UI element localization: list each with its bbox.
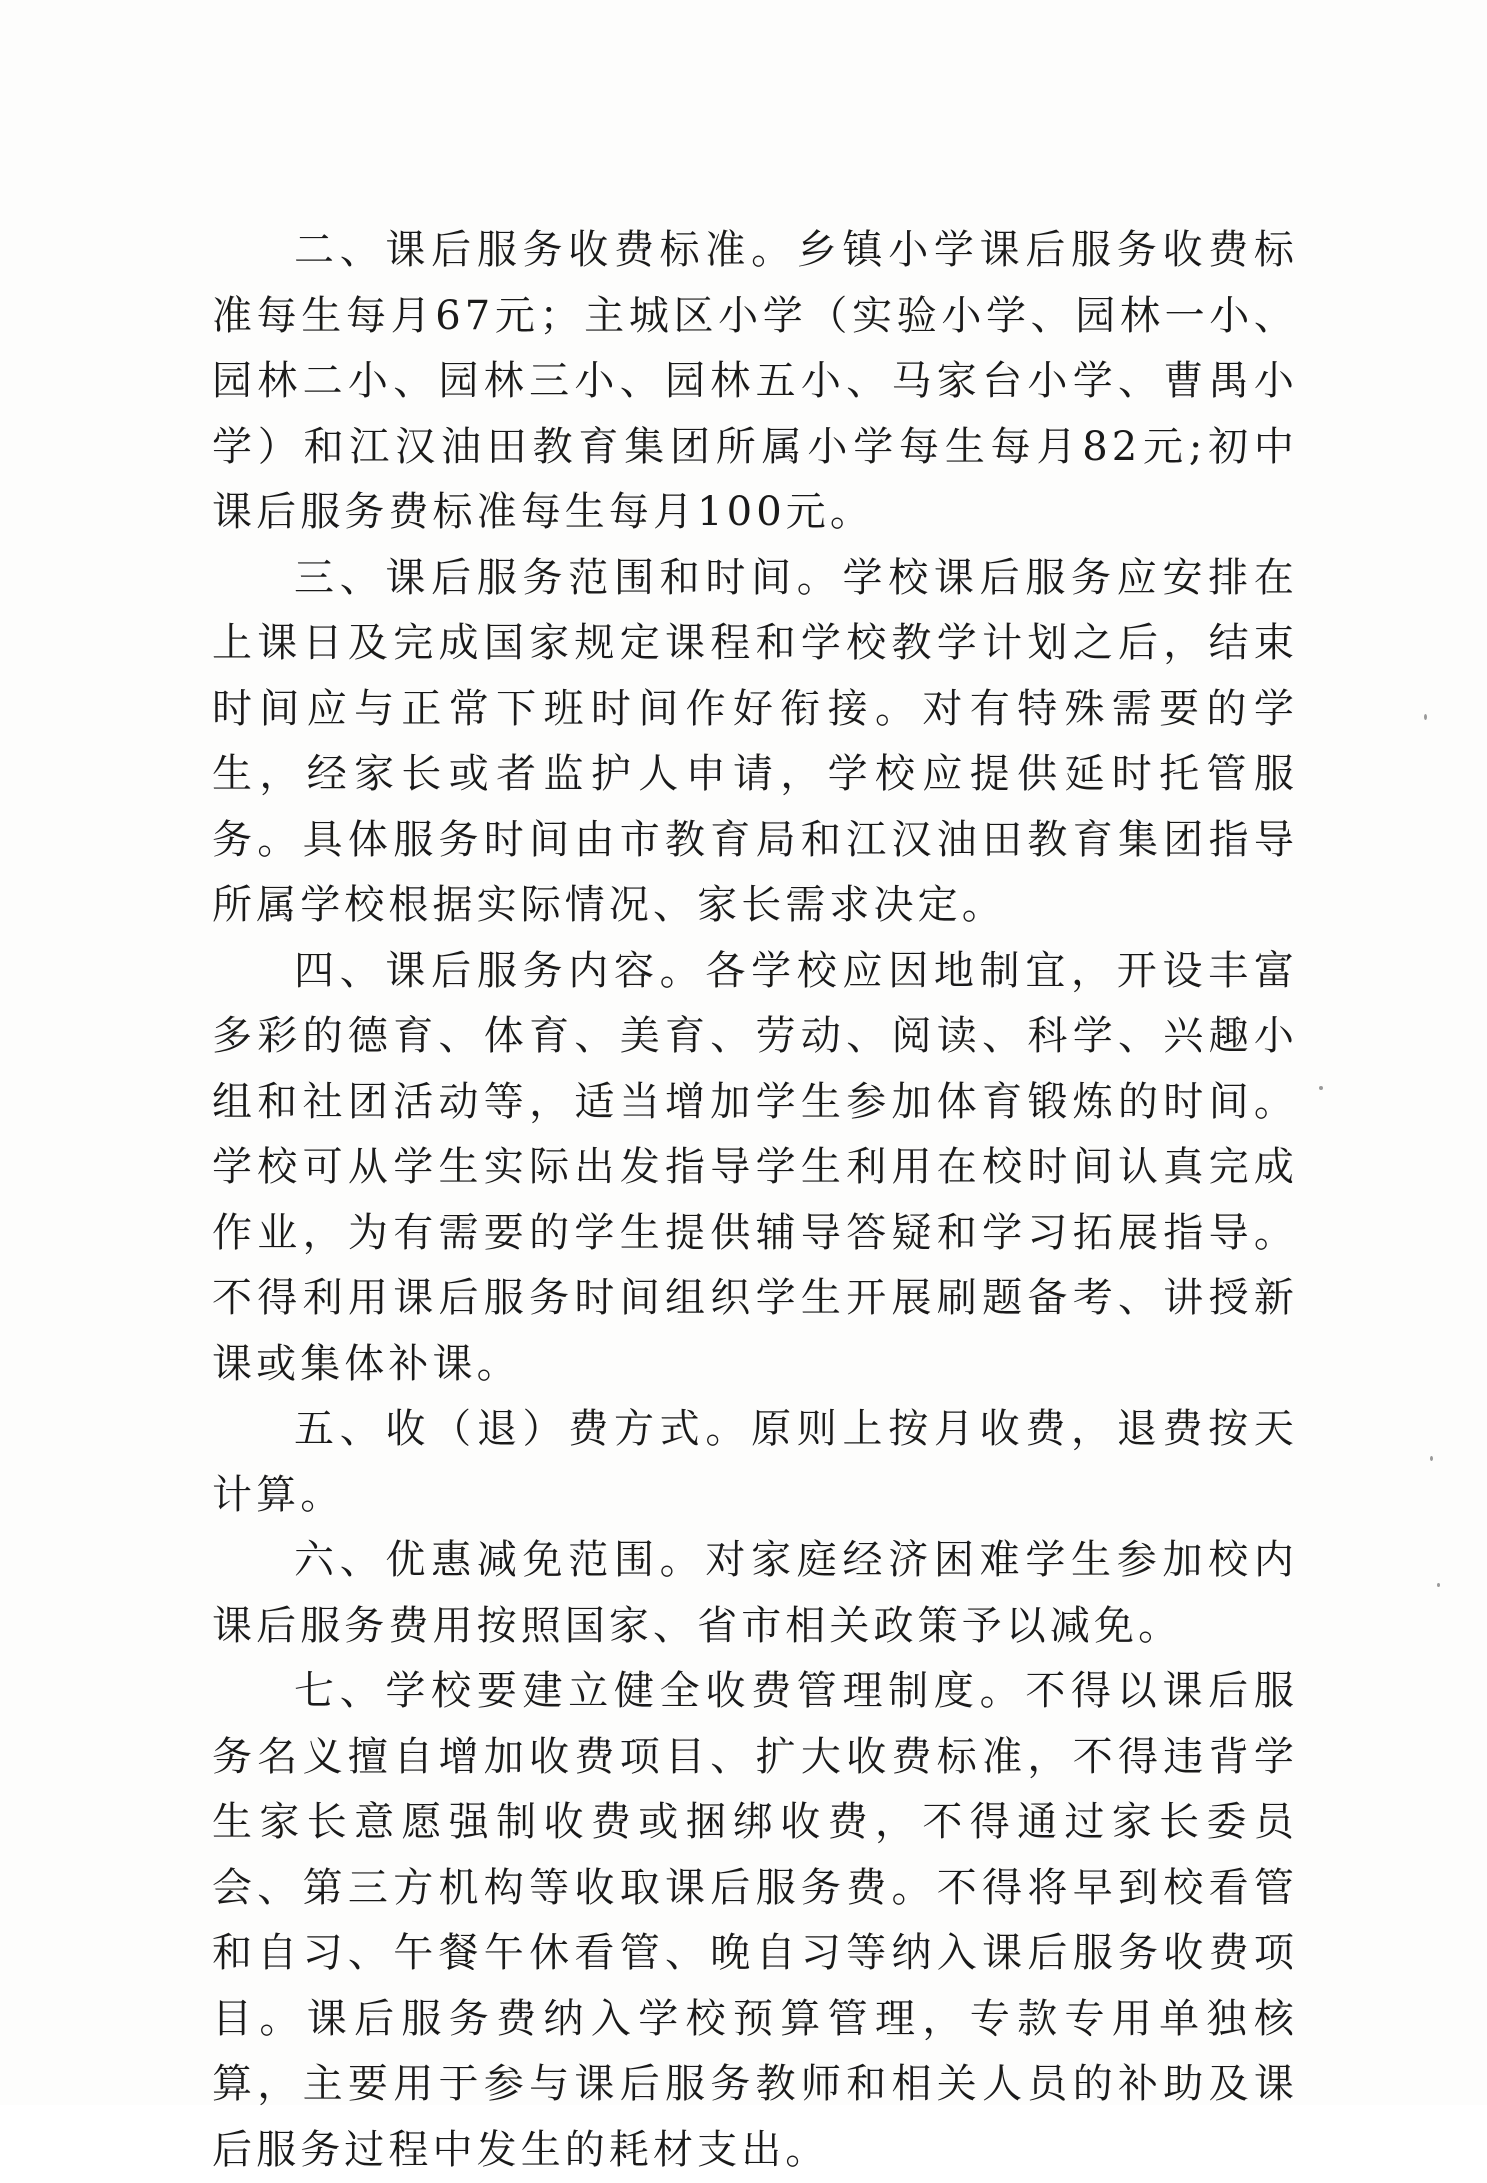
paragraph-service-scope-time: 三、课后服务范围和时间。学校课后服务应安排在上课日及完成国家规定课程和学校教学计划之后，结束时间应与正常下班时间作好衔接。对有特殊需要的学生，经家长或者监护人申请，学校应提供延时托管服务。具体服务时间由市教育局和江汉油田教育集团指导所属学校根据实际情况、家长需求决定。 [212,554,1298,928]
paragraph-reduction-scope: 六、优惠减免范围。对家庭经济困难学生参加校内课后服务费用按照国家、省市相关政策予以减免。 [212,1537,1298,1649]
paragraph-fee-refund-method: 五、收（退）费方式。原则上按月收费，退费按天计算。 [212,1406,1298,1518]
scan-speck [1430,1456,1433,1461]
document-body [212,218,1298,2183]
paragraph-service-content: 四、课后服务内容。各学校应因地制宜，开设丰富多彩的德育、体育、美育、劳动、阅读、科学、兴趣小组和社团活动等，适当增加学生参加体育锻炼的时间。学校可从学生实际出发指导学生利用在校时间认真完成作业，为有需要的学生提供辅导答疑和学习拓展指导。不得利用课后服务时间组织学生开展刷题备考、讲授新课或集体补课。 [212,947,1298,1387]
paragraph-fee-management: 七、学校要建立健全收费管理制度。不得以课后服务名义擅自增加收费项目、扩大收费标准，不得违背学生家长意愿强制收费或捆绑收费，不得通过家长委员会、第三方机构等收取课后服务费。不得将早到校看管和自习、午餐午休看管、晚自习等纳入课后服务收费项目。课后服务费纳入学校预算管理，专款专用单独核算，主要用于参与课后服务教师和相关人员的补助及课后服务过程中发生的耗材支出。 [212,1668,1298,2173]
paragraph-fee-standard: 二、课后服务收费标准。乡镇小学课后服务收费标准每生每月67元；主城区小学（实验小学、园林一小、园林二小、园林三小、园林五小、马家台小学、曹禺小学）和江汉油田教育集团所属小学每生每月82元;初中课后服务费标准每生每月100元。 [212,227,1298,535]
scan-speck [1319,1086,1323,1090]
scan-speck [1437,1583,1440,1587]
scan-speck [1424,714,1427,720]
